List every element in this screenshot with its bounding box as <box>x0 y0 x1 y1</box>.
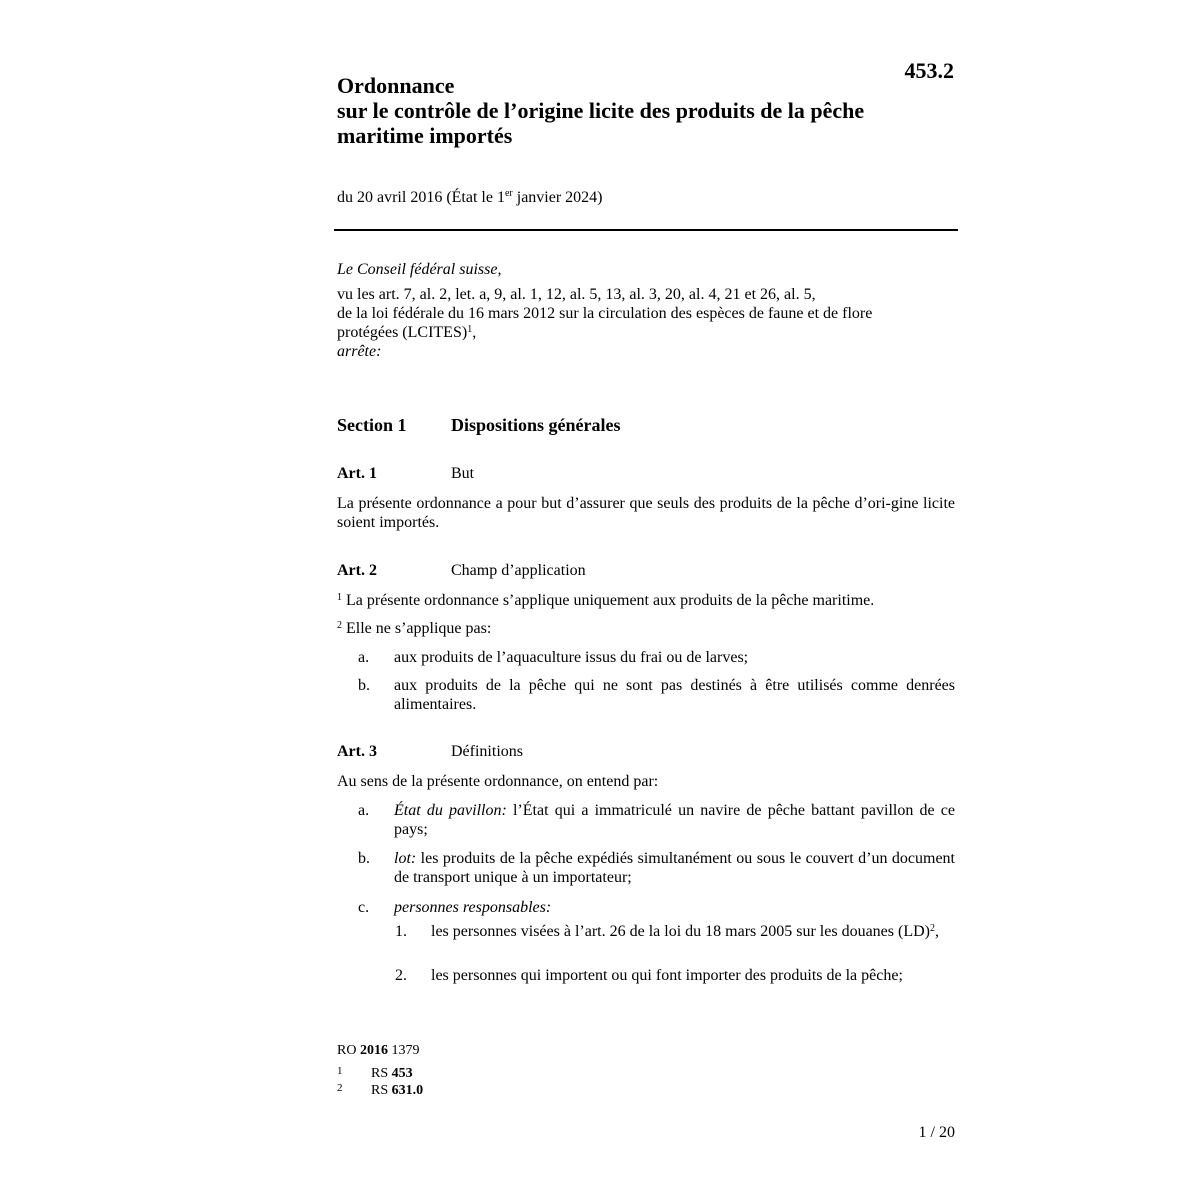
article-paragraph <box>337 619 955 638</box>
preamble-line-text: protégées (LCITES) <box>337 324 468 341</box>
paragraph-text: La présente ordonnance s’applique uniquement aux produits de la pêche maritime. <box>342 592 875 609</box>
list-label: a. <box>358 649 370 666</box>
footnote-number: 2 <box>337 1082 343 1094</box>
list-text: les personnes visées à l’art. 26 de la loi du 18 mars 2005 sur les douanes (LD) <box>431 923 930 940</box>
footnote-ref[interactable]: 1 <box>467 324 473 335</box>
article-paragraph: Au sens de la présente ordonnance, on entend par: <box>337 773 659 790</box>
sr-number: 453.2 <box>904 58 954 83</box>
title-line: maritime importés <box>337 123 513 148</box>
footnote-ref[interactable]: 2 <box>930 923 935 934</box>
paragraph-number: 2 <box>337 620 342 631</box>
date-superscript: er <box>504 188 513 199</box>
list-label: b. <box>358 850 370 867</box>
definition-term: lot: <box>394 850 417 867</box>
sub-list-item <box>395 922 956 941</box>
section-title: Dispositions générales <box>451 415 621 435</box>
list-label: a. <box>358 802 370 819</box>
list-text: les produits de la pêche expédiés simultanément ou sous le couvert d’un document de transport unique à un importateur; <box>394 850 955 886</box>
list-label: 2. <box>395 967 407 984</box>
footnote-ref-number: 631.0 <box>391 1083 424 1098</box>
list-text: aux produits de la pêche qui ne sont pas destinés à être utilisés comme denrées alimentaires. <box>394 677 955 713</box>
footnote-prefix: RS <box>371 1083 392 1098</box>
list-item <box>358 801 955 839</box>
definition-term: personnes responsables: <box>394 899 552 916</box>
list-label: b. <box>358 677 370 694</box>
preamble-line: de la loi fédérale du 16 mars 2012 sur la circulation des espèces de faune et de flore <box>337 305 873 322</box>
footnote <box>337 1080 423 1099</box>
list-text: les personnes qui importent ou qui font importer des produits de la pêche; <box>431 967 903 984</box>
list-item <box>358 898 955 917</box>
article-heading <box>337 562 586 580</box>
date-text-end: janvier 2024) <box>512 189 603 206</box>
footnote-ref-number: 453 <box>391 1066 413 1081</box>
article-number: Art. 1 <box>337 465 377 482</box>
ro-prefix: RO <box>337 1043 360 1058</box>
list-item <box>358 849 955 887</box>
ro-page: 1379 <box>387 1043 420 1058</box>
page-number: 1 / 20 <box>918 1124 955 1141</box>
paragraph-text: Elle ne s’applique pas: <box>342 620 492 637</box>
article-heading <box>337 743 523 761</box>
footnote-number: 1 <box>337 1065 343 1077</box>
list-text-end: , <box>935 923 939 940</box>
document-date <box>337 187 603 209</box>
preamble-line-end: , <box>472 324 477 341</box>
section-number: Section 1 <box>337 415 407 435</box>
title-divider <box>334 229 958 231</box>
article-paragraph <box>337 591 955 610</box>
article-number: Art. 3 <box>337 743 377 760</box>
list-item <box>358 676 955 714</box>
preamble-line: vu les art. 7, al. 2, let. a, 9, al. 1, 12, al. 5, 13, al. 3, 20, al. 4, 21 et 26, al. 5, <box>337 286 816 303</box>
title-line: Ordonnance <box>337 73 455 98</box>
preamble-line <box>337 323 957 342</box>
preamble-authority: Le Conseil fédéral suisse, <box>337 261 502 278</box>
paragraph-number: 1 <box>337 592 342 603</box>
article-title: But <box>451 465 475 482</box>
article-heading <box>337 465 474 483</box>
footnote-prefix: RS <box>371 1066 392 1081</box>
article-number: Art. 2 <box>337 562 377 579</box>
definition-term: État du pavillon: <box>394 802 507 819</box>
list-text: aux produits de l’aquaculture issus du frai ou de larves; <box>394 649 749 666</box>
preamble <box>337 260 957 361</box>
article-title: Définitions <box>451 743 523 760</box>
article-paragraph: La présente ordonnance a pour but d’assurer que seuls des produits de la pêche d’ori-gine licite soient importés. <box>337 495 955 531</box>
list-item <box>358 648 955 667</box>
ro-year: 2016 <box>359 1043 388 1058</box>
article-title: Champ d’application <box>451 562 586 579</box>
sub-list-item <box>395 966 956 985</box>
ro-reference <box>337 1043 419 1059</box>
date-text: du 20 avril 2016 (État le 1 <box>337 189 505 206</box>
preamble-decree: arrête: <box>337 343 382 360</box>
list-label: c. <box>358 899 370 916</box>
title-line: sur le contrôle de l’origine licite des produits de la pêche <box>337 98 865 123</box>
document-title <box>337 73 957 148</box>
list-label: 1. <box>395 923 407 940</box>
section-heading <box>337 415 621 436</box>
list-text: l’État qui a immatriculé un navire de pêche battant pavillon de ce pays; <box>394 802 955 838</box>
